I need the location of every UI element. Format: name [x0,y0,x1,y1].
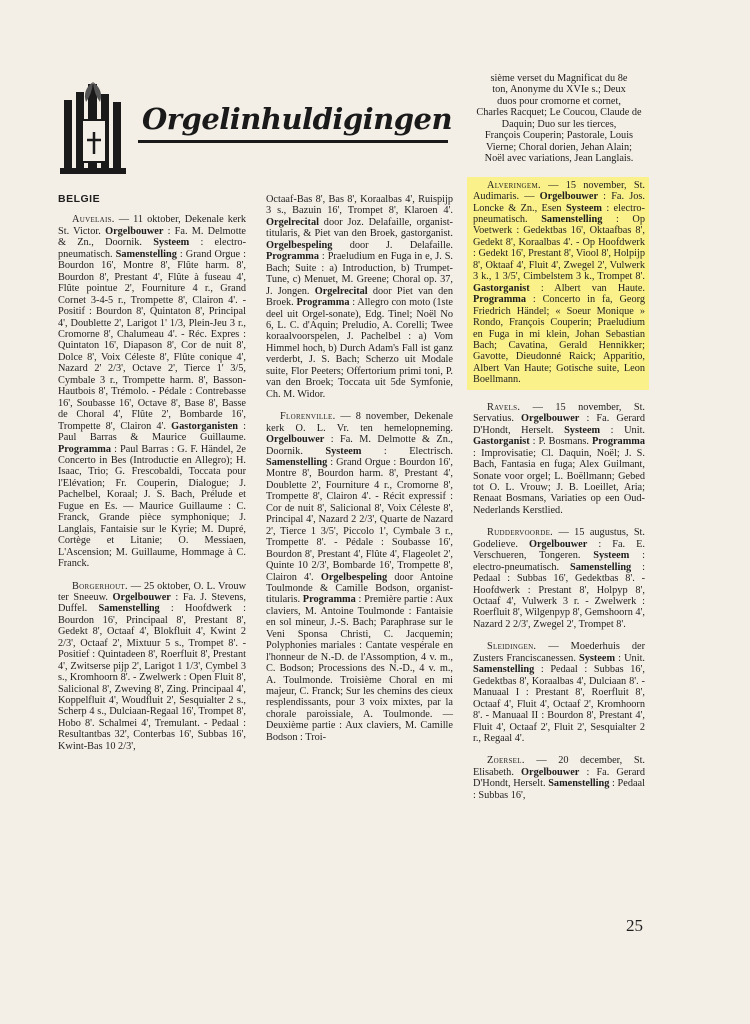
entry-florenville [266,411,453,743]
entry-location: Florenville. [280,411,336,423]
entry-sleidingen [473,641,645,744]
entry-text: — 15 november, St. Servatius. Orgelbouwer : Fa. Gerard D'Hondt, Herselt. Systeem : Unit. Gastorganist : P. Bosmans. Programma : Improvisatie; Cl. Daquin, Noël; J. S. Bach, Fantasia en fuga; Alex Guilmant, Sonate voor orgel; L. Boëllmann; Gebed tot O. L. Vrouw; J. B. Loeillet, Aria; Renaat Bosmans, Variaties op een Oud-Nederlands Kerstlied. [473,401,646,516]
entry-location: Borgerhout. [72,580,128,592]
intro-line: Charles Racquet; Le Coucou, Claude de Daquin; Duo sur les tierces, [476,107,642,130]
florenville-continued [473,73,645,165]
entry-location: Sleidingen. [487,641,537,653]
intro-line: François Couperin; Pastorale, Louis [484,130,634,142]
entry-zoersel [473,755,645,801]
masthead-title: Orgelinhuldigingen [142,102,453,136]
entry-location: Ruddervoorde. [487,527,554,539]
country-heading: BELGIE [58,193,101,205]
intro-line: Vierne; Choral dorien, Jehan Alain; [485,141,633,153]
page-number: 25 [626,916,643,935]
column-3 [473,73,645,812]
intro-line: sième verset du Magnificat du 8e [490,73,628,84]
entry-text: — 25 oktober, O. L. Vrouw ter Sneeuw. Orgelbouwer : Fa. J. Stevens, Duffel. Samenstelling : Hoofdwerk : Bourdon 16', Principaal 8', Prestant 8', Gedekt 8', Octaaf 4', Blokfluit 4', Kwint 2 2/3', Octaaf 2', Mixtuur 5 s., Trompet 8'. - Positief : Quintadeen 8', Roerfluit 8', Prestant 4', Zwitserse pijp 2', Larigot 1 1/3', Cymbel 3 s., Kromhoorn 8'. - Zwelwerk : Open Fluit 8', Salicional 8', Zweving 8', Zing. Principaal 4', Koppelfluit 4', Woudfluit 2', Sesquialter 2 s., Scherp 4 s., Dulciaan-Regaal 16', Trompet 8', Hobo 8'. Schalmei 4', Tremulant. - Pedaal : Resultantbas 32', Conterbas 16', Subbas 16', Kwint-Bas 10 2/3', [58,580,247,752]
entry-auvelais [58,214,246,569]
intro-line: ton, Anonyme du XVIe s.; Deux [492,84,626,96]
entry-text: — 11 oktober, Dekenale kerk St. Victor. Orgelbouwer : Fa. M. Delmotte & Zn., Doornik. Systeem : electro-pneumatisch. Samenstelling : Grand Orgue : Bourdon 16', Montre 8', Flûte harm. 8', Bourdon 8', Prestant 4', Flûte à fuseau 4', Flûte pointue 2', Fourniture 4 r., Grand Cornet 3-4-5 r., Trompette 8', Clairon 4'. - Positif : Bourdon 8', Quintaton 8', Principal 4', Doublette 2', Larigot 1' 1/3, Plein-Jeu 3 r., Cromorne 8', Chalumeau 4'. - Réc. Expres : Quintaton 16', Diapason 8', Cor de nuit 8', Dolce 8', Voix Céleste 8', Flûte conique 4', Nazard 2' 2/3', Octave 2', Tierce 1' 3/5, Cymbale 3 r., Trompette harm. 8', Basson-Hautbois 8', Trémolo. - Pédale : Contrebasse 16', Soubasse 16', Octave 8', Base 8', Basse de Choral 4', Flûte 2', Bombarde 16', Trompette 8', Clairon 4'. Gastorganisten : Paul Barras & Maurice Guillaume. Programma : Paul Barras : G. F. Händel, 2e Concerto in Bes (Introductie en Allegro); H. Isaac, Trio; G. Frescobaldi, Toccata pour l'Elévation; Fr. Couperin, Dialogue; J. Pachelbel, Koraal; J. S. Bach, Prélude et Fugue en Es. — Maurice Guillaume : C. Franck, Grande pièce symphonique; J. Langlais, Fantaisie sur le Kyrie; M. Dupré, Cortège et Litanie; O. Messiaen, L'Ascension; M. Guillaume, Hommage à C. Franck. [58,214,247,570]
masthead-rule [138,140,448,143]
entry-text: Octaaf-Bas 8', Bas 8', Koraalbas 4', Ruispijp 3 s., Bazuin 16', Trompet 8', Klaroen 4'. Orgelrecital door Joz. Delafaille, organist-titularis, & Piet van den Broek, gastorganist. Orgelbespeling door J. Delafaille. Programma : Praeludium en Fuga in e, J. S. Bach; Suite : a) Introduction, b) Trumpet-Tune, c) Menuet, M. Greene; Choral op. 37, J. Jongen. Orgelrecital door Piet van den Broek. Programma : Allegro con moto (1ste deel uit Orgel-sonate), Edg. Tinel; Noël No 6, L. C. d'Aquin; Preludio, A. Corelli; Twee koraalvoorspelen, J. Pachelbel : a) Vom Himmel hoch, b) Durch Adam's Fall ist ganz verderbt, J. S. Bach; Scherzo uit Modale suite, Flor Peeters; Offertorium primi toni, P. van den Broek; Toccata uit 5de Symfonie, Ch. M. Widor. [266,194,453,400]
entry-location: Auvelais. [72,214,115,226]
entry-ravels [473,402,645,517]
column-2 [266,194,453,754]
masthead [60,80,452,176]
entry-borgerhout-continued [266,194,453,400]
entry-text: — 15 november, St. Audimaris. — Orgelbouwer : Fa. Jos. Loncke & Zn., Esen Systeem : electro-pneumatisch. Samenstelling : Op Voetwerk : Gedektbas 16', Oktaafbas 8', Gedekt 8', Koraalbas 4'. - Op Hoofdwerk : Gedekt 16', Prestant 8', Viool 8', Holpijp 8', Oktaaf 4', Fluit 4', Zwegel 2', Vulwerk 3 k., 1 3/5', Cimbelstem 3 k., Trompet 8'. Gastorganist : Albert van Haute. Programma : Concerto in fa, Georg Friedrich Händel; « Soeur Monique » Rondo, François Couperin; Praeludium en Fuga in mi klein, Johan Sebastian Bach; Cavatina, Gerald Hennikker; Gavotte, Dieudonné Raick; Apparitio, Albert Van Haute; Gotische suite, Leon Boellmann. [473,179,646,386]
entry-location: Alveringem. [487,179,541,191]
entry-alveringem-highlighted [467,177,649,390]
intro-line: Noël avec variations, Jean Langlais. [484,153,634,165]
entry-text: — Moederhuis der Zusters Franciscanessen. Systeem : Unit. Samenstelling : Pedaal : Subbas 16', Gedektbas 8', Koraalbas 4', Dulciaan 8'. - Manuaal I : Prestant 8', Roerfluit 8', Octaaf 4', Fluit 4', Octaaf 2', Kromhoorn 8'. - Manuaal II : Bourdon 8', Prestant 4', Fluit 4', Octaaf 2', Fluit 2', Sesquialter 2 r., Regaal 4'. [473,641,646,745]
intro-line: duos pour cromorne et cornet, [497,95,621,107]
column-1 [58,194,246,763]
entry-ruddervoorde [473,527,645,630]
organ-pipe-emblem-icon [60,80,140,176]
entry-borgerhout [58,581,246,753]
entry-location: Ravels. [487,401,521,413]
entry-location: Zoersel. [487,755,525,767]
entry-text: — 15 augustus, St. Godelieve. Orgelbouwer : Fa. E. Verschueren, Tongeren. Systeem : electro-pneumatisch. Samenstelling : Pedaal : Subbas 16', Gedektbas 8'. - Hoofdwerk : Prestant 8', Holpyp 8', Octaaf 4', Vulwerk 3 r. - Zwelwerk : Roerfluit 8', Wilgenpyp 8', Gemshoorn 4', Nazard 2 2/3', Zwegel 2', Trompet 8'. [473,527,645,630]
entry-text: — 20 december, St. Elisabeth. Orgelbouwer : Fa. Gerard D'Hondt, Herselt. Samenstelling : Pedaal : Subbas 16', [473,755,646,801]
entry-text: — 8 november, Dekenale kerk O. L. Vr. ten hemelopneming. Orgelbouwer : Fa. M. Delmotte & Zn., Doornik. Systeem : Electrisch. Samenstelling : Grand Orgue : Bourdon 16', Montre 8', Bourdon harm. 8', Prestant 4', Doublette 2', Fourniture 4 r., Cromorne 8', Trompette 8', Clairon 4'. - Récit expressif : Cor de nuit 8', Salicional 8', Voix Céleste 8', Principal 4', Nazard 2 2/3', Quarte de Nazard 2', Tierce 1 3/5', Piccolo 1', Cymbale 3 r., Trompette 8'. - Pédale : Soubasse 16', Bourdon 8', Prestant 4', Flûte 4', Flageolet 2', Quinte 10 2/3', Bombarde 16', Trompette 8', Clairon 4'. Orgelbespeling door Antoine Toulmonde & Camille Bodson, organist-titularis. Programma : Première partie : Aux claviers, M. Antoine Toulmonde : Fantaisie en sol mineur, J.-S. Bach; Paraphrase sur le Veni Sponsa Christi, C. Jacquemin; Polyphonies mariales : Cantate vespérale en l'honneur de N.-D. de l'Assomption, 4 v. m., C. Bodson; Processions des N.-D., 4 v. m., A. Toulmonde. Troisième Choral en mi majeur, C. Franck; Sur les chemins des cieux resplendissants, pour 3 voix mixtes, par la chorale paroissiale, A. Toulmonde. — Deuxième partie : Aux claviers, M. Camille Bodson : Troi- [266,411,453,743]
